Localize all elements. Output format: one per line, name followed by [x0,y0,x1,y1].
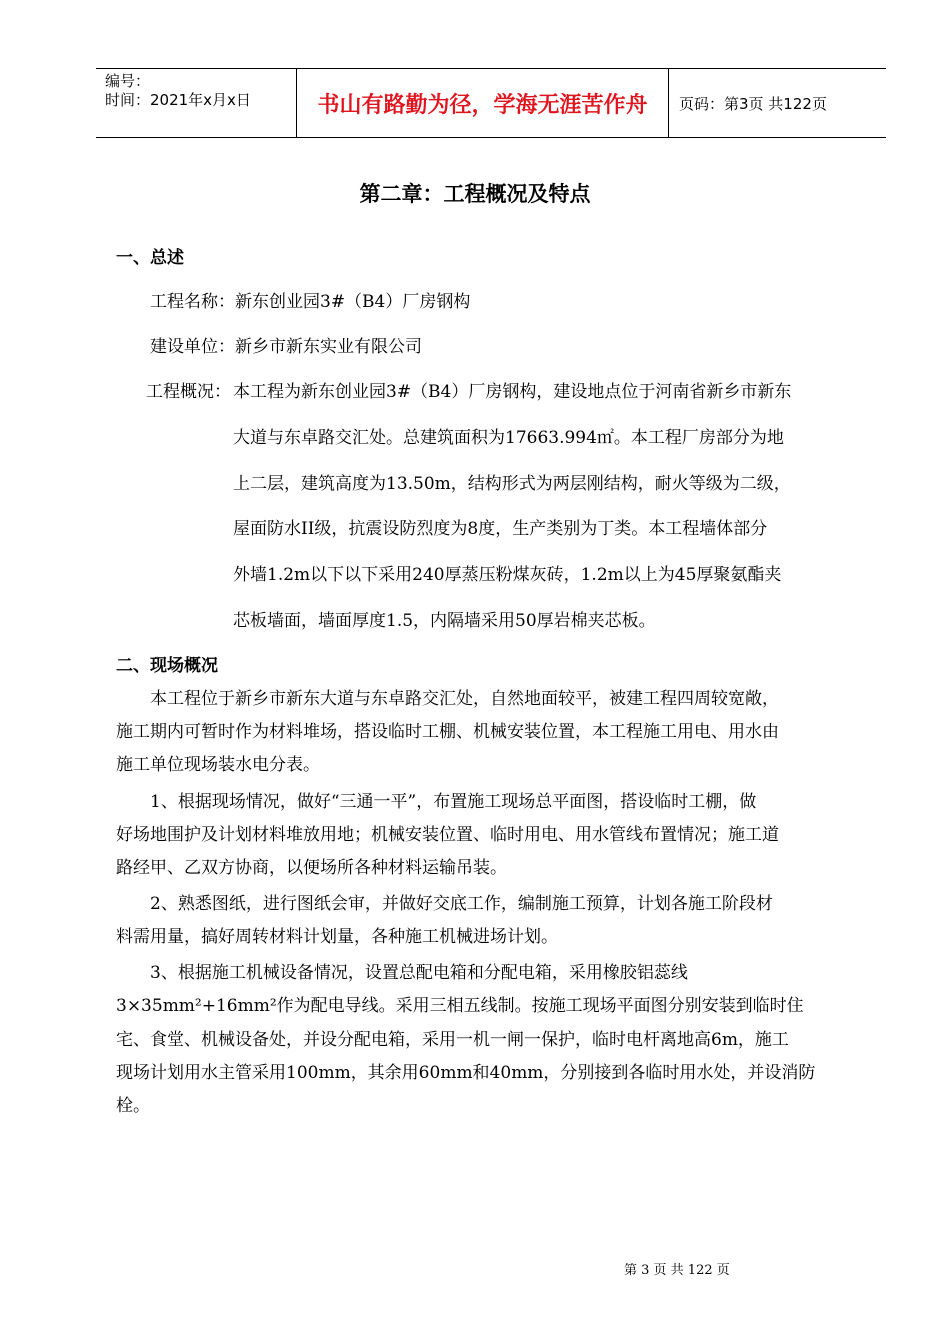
site-para-line: 好场地围护及计划材料堆放用地；机械安装位置、临时用电、用水管线布置情况；施工道 [116,825,779,845]
site-para-line: 宅、食堂、机械设备处，并设分配电箱，采用一机一闸一保护，临时电杆离地高6m，施工 [116,1030,789,1050]
footer-page-number: 第 3 页 共 122 页 [624,1263,730,1278]
section-heading-site: 二、现场概况 [116,656,218,676]
site-para-line: 路经甲、乙双方协商，以便场所各种材料运输吊装。 [116,858,507,878]
chapter-title: 第二章：工程概况及特点 [359,182,591,206]
header-meta [96,69,297,137]
site-para-line: 3、根据施工机械设备情况，设置总配电箱和分配电箱，采用橡胶铝蕊线 [150,963,688,983]
site-para-line: 本工程位于新乡市新东大道与东卓路交汇处，自然地面较平，被建工程四周较宽敞， [150,689,779,709]
page-header [96,68,886,138]
site-para-line: 3×35mm²+16mm²作为配电导线。采用三相五线制。按施工现场平面图分别安装到临时住 [116,996,804,1016]
overview-line: 本工程为新东创业园3#（B4）厂房钢构，建设地点位于河南省新乡市新东 [233,382,792,402]
project-name: 工程名称：新东创业园3#（B4）厂房钢构 [150,292,471,312]
site-para-line: 料需用量，搞好周转材料计划量，各种施工机械进场计划。 [116,927,558,947]
header-motto: 书山有路勤为径，学海无涯苦作舟 [297,69,669,137]
overview-line: 上二层，建筑高度为13.50m，结构形式为两层刚结构，耐火等级为二级， [233,474,791,494]
site-para-line: 1、根据现场情况，做好“三通一平”，布置施工现场总平面图，搭设临时工棚，做 [150,792,757,812]
code-label: 编号： [105,72,151,90]
site-para-line: 栓。 [116,1096,150,1116]
owner-unit: 建设单位：新乡市新东实业有限公司 [150,337,422,357]
site-para-line: 2、熟悉图纸，进行图纸会审，并做好交底工作，编制施工预算，计划各施工阶段材 [150,894,773,914]
site-para-line: 施工期内可暂时作为材料堆场，搭设临时工棚、机械安装位置，本工程施工用电、用水由 [116,722,779,742]
header-page-label: 页码：第3页 共122页 [679,94,827,113]
overview-line: 屋面防水II级，抗震设防烈度为8度，生产类别为丁类。本工程墙体部分 [233,519,768,539]
overview-line: 大道与东卓路交汇处。总建筑面积为17663.994㎡。本工程厂房部分为地 [233,428,784,448]
time-label: 时间：2021年x月x日 [105,91,251,109]
section-heading-overview: 一、总述 [116,248,184,268]
overview-line: 芯板墙面，墙面厚度1.5，内隔墙采用50厚岩棉夹芯板。 [233,611,656,631]
site-para-line: 现场计划用水主管采用100mm，其余用60mm和40mm，分别接到各临时用水处，并设消防 [116,1063,816,1083]
overview-line: 外墙1.2m以下以下采用240厚蒸压粉煤灰砖，1.2m以上为45厚聚氨酯夹 [233,565,782,585]
overview-label: 工程概况： [146,382,231,402]
site-para-line: 施工单位现场装水电分表。 [116,755,320,775]
